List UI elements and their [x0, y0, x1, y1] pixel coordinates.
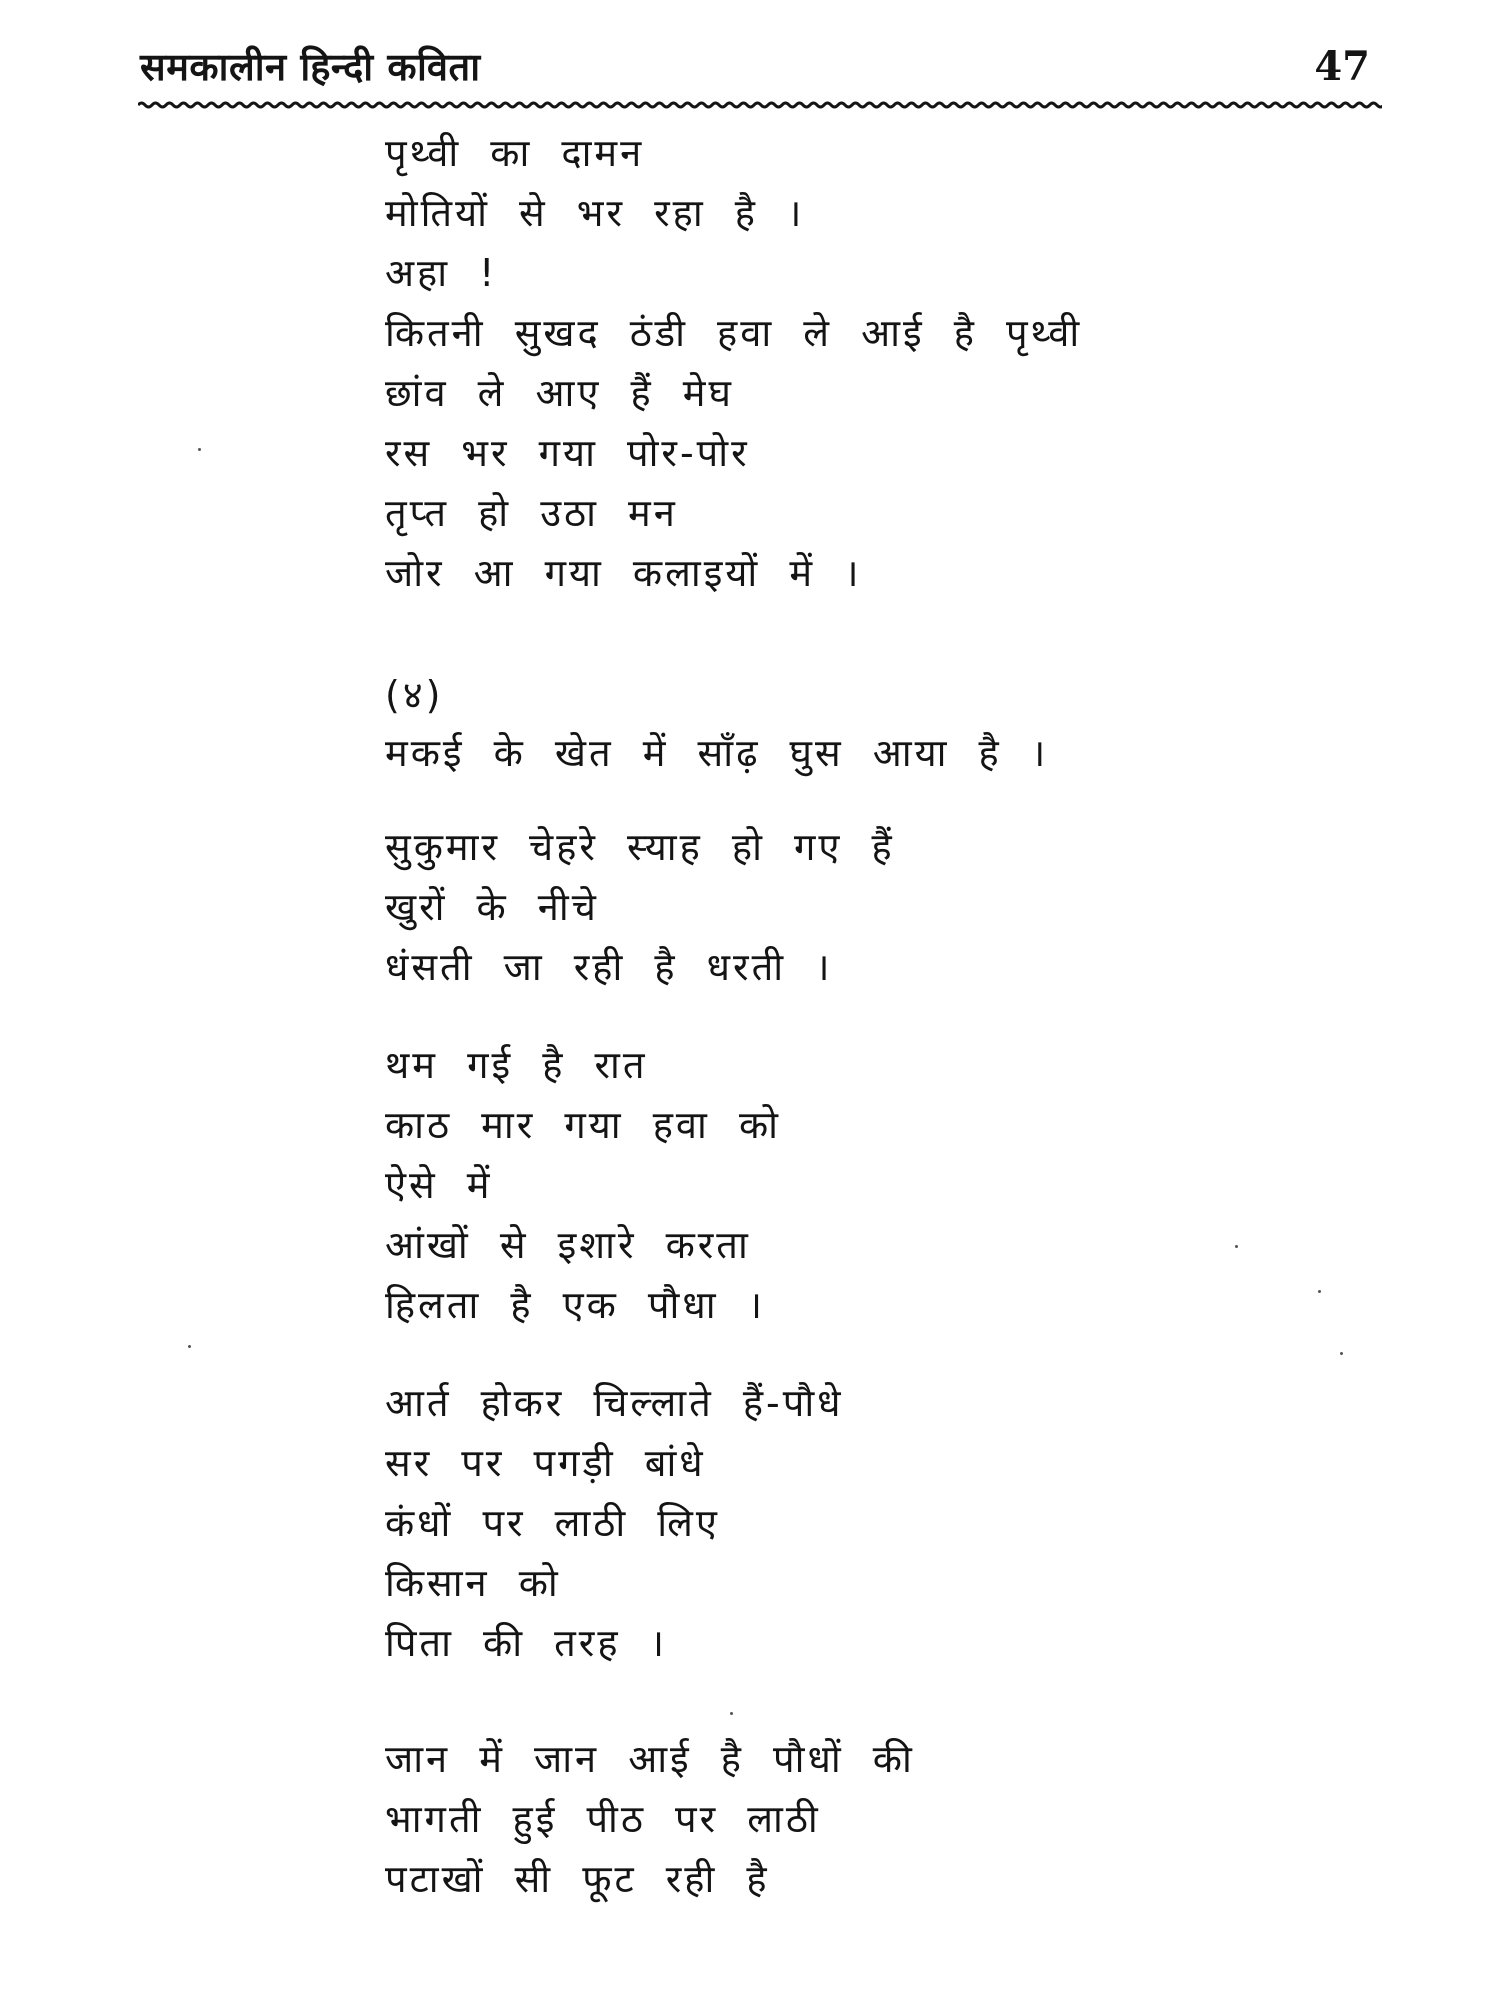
poem-line: पृथ्वी का दामन [385, 131, 645, 175]
poem-line: काठ मार गया हवा को [385, 1103, 781, 1147]
poem-line: पटाखों सी फूट रही है [385, 1857, 770, 1901]
poem-line: कितनी सुखद ठंडी हवा ले आई है पृथ्वी [385, 311, 1083, 355]
scan-speck [1318, 1290, 1321, 1293]
poem-line: रस भर गया पोर-पोर [385, 431, 750, 475]
scan-speck [188, 1345, 191, 1348]
poem-line: भागती हुई पीठ पर लाठी [385, 1797, 821, 1841]
poem-line: खुरों के नीचे [385, 885, 599, 929]
poem-line: पिता की तरह । [385, 1621, 667, 1665]
poem-line: जान में जान आई है पौधों की [385, 1737, 915, 1781]
poem-line: सुकुमार चेहरे स्याह हो गए हैं [385, 825, 895, 869]
poem-line: तृप्त हो उठा मन [385, 491, 678, 535]
poem-line: मकई के खेत में साँढ़ घुस आया है । [385, 731, 1049, 775]
scan-speck [730, 1712, 733, 1715]
page-header [140, 42, 1380, 102]
poem-line: आंखों से इशारे करता [385, 1223, 751, 1267]
decorative-wavy-rule [138, 98, 1382, 112]
scan-speck [1340, 1352, 1343, 1355]
scan-speck [198, 448, 201, 451]
poem-line: अहा ! [385, 251, 498, 295]
poem-line: आर्त होकर चिल्लाते हैं-पौधे [385, 1381, 844, 1425]
poem-line: धंसती जा रही है धरती । [385, 945, 833, 989]
poem-line: किसान को [385, 1561, 561, 1605]
poem-line: थम गई है रात [385, 1043, 648, 1087]
poem-line: सर पर पगड़ी बांधे [385, 1441, 706, 1485]
poem-line: छांव ले आए हैं मेघ [385, 371, 734, 415]
section-number: (४) [385, 673, 444, 717]
poem-line: हिलता है एक पौधा । [385, 1283, 766, 1327]
poem-line: ऐसे में [385, 1163, 493, 1207]
running-title: समकालीन हिन्दी कविता [140, 45, 481, 89]
poem-line: जोर आ गया कलाइयों में । [385, 551, 862, 595]
scan-speck [1235, 1245, 1238, 1248]
poem-line: कंधों पर लाठी लिए [385, 1501, 720, 1545]
poem-line: मोतियों से भर रहा है । [385, 191, 805, 235]
page-number: 47 [1314, 43, 1370, 90]
